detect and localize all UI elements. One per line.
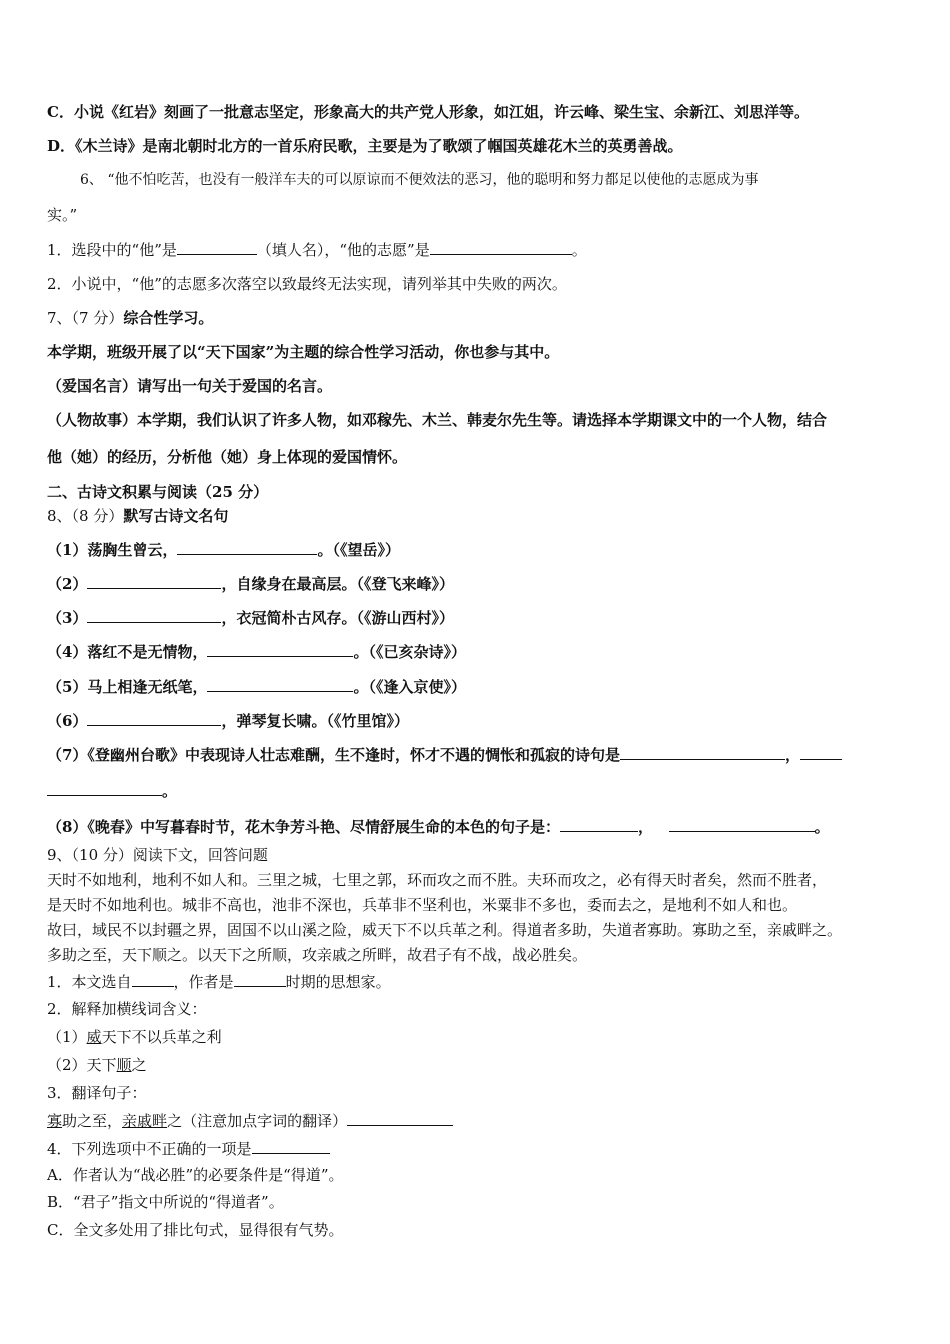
answer-blank[interactable] bbox=[87, 608, 221, 623]
q9-sub2-item2: （2）天下顺之 bbox=[47, 1056, 147, 1074]
q8-item-5: （5）马上相逢无纸笔， 。（《逢入京使》） bbox=[47, 678, 466, 696]
q8-item-6: （6） ，弹琴复长啸。（《竹里馆》） bbox=[47, 712, 409, 730]
answer-blank[interactable] bbox=[800, 745, 842, 760]
answer-blank[interactable] bbox=[560, 817, 638, 832]
classical-text-line: 是天时不如地利也。城非不高也，池非不深也，兵革非不坚利也，米粟非不多也，委而去之，是地利不如人和也。 bbox=[47, 896, 798, 914]
q8-item-8: （8）《晚春》中写暮春时节，花木争芳斗艳、尽情舒展生命的本色的句子是： ， 。 bbox=[47, 818, 830, 836]
option-d-line: D．《木兰诗》是南北朝时北方的一首乐府民歌，主要是为了歌颂了帼国英雄花木兰的英勇善战。 bbox=[47, 137, 683, 155]
q9-sub3-sentence: 寡助之至，亲戚畔之（注意加点字词的翻译） bbox=[47, 1111, 453, 1130]
q8-item-7-cont: 。 bbox=[47, 781, 177, 800]
q7-patriotic-quote: （爱国名言）请写出一句关于爱国的名言。 bbox=[47, 377, 333, 395]
answer-blank[interactable] bbox=[207, 677, 353, 692]
q7-character-story: （人物故事）本学期，我们认识了许多人物，如邓稼先、木兰、韩麦尔先生等。请选择本学期课文中的一个人物，结合 bbox=[47, 411, 828, 429]
answer-blank[interactable] bbox=[177, 240, 257, 255]
q8-item-3: （3） ，衣冠简朴古风存。（《游山西村》） bbox=[47, 609, 454, 627]
q7-character-story-cont: 他（她）的经历，分析他（她）身上体现的爱国情怀。 bbox=[47, 448, 408, 466]
answer-blank[interactable] bbox=[87, 574, 221, 589]
q9-sub1: 1．本文选自 ，作者是 时期的思想家。 bbox=[47, 973, 391, 991]
answer-blank[interactable] bbox=[252, 1139, 330, 1154]
q7-intro: 本学期，班级开展了以“天下国家”为主题的综合性学习活动，你也参与其中。 bbox=[47, 343, 560, 361]
answer-blank[interactable] bbox=[620, 745, 785, 760]
q9-option-c: C．全文多处用了排比句式，显得很有气势。 bbox=[47, 1221, 344, 1239]
answer-blank[interactable] bbox=[87, 711, 221, 726]
q8-item-7: （7）《登幽州台歌》中表现诗人壮志难酬，生不逢时，怀才不遇的惆怅和孤寂的诗句是 ， bbox=[47, 745, 842, 764]
q6-sub2: 2．小说中，“他”的志愿多次落空以致最终无法实现，请列举其中失败的两次。 bbox=[47, 275, 567, 293]
answer-blank[interactable] bbox=[669, 817, 815, 832]
answer-blank[interactable] bbox=[207, 642, 353, 657]
q6-sub1: 1．选段中的“他”是 （填人名），“他的志愿”是 。 bbox=[47, 241, 587, 259]
classical-text-line: 多助之至，天下顺之。以天下之所顺，攻亲戚之所畔，故君子有不战，战必胜矣。 bbox=[47, 946, 588, 964]
q9-sub4: 4．下列选项中不正确的一项是 bbox=[47, 1139, 330, 1158]
q8-item-1: （1）荡胸生曾云， 。（《望岳》） bbox=[47, 541, 400, 559]
q8-item-4: （4）落红不是无情物， 。（《已亥杂诗》） bbox=[47, 643, 466, 661]
q9-option-b: B．“君子”指文中所说的“得道者”。 bbox=[47, 1193, 284, 1211]
q9-option-a: A．作者认为“战必胜”的必要条件是“得道”。 bbox=[47, 1166, 344, 1184]
q6-passage-line: 6、 “他不怕吃苦，也没有一般洋车夫的可以原谅而不便效法的恶习，他的聪明和努力都足以使他的志愿成为事 bbox=[80, 172, 759, 188]
answer-blank[interactable] bbox=[347, 1111, 453, 1126]
option-c-line: C．小说《红岩》刻画了一批意志坚定，形象高大的共产党人形象，如江姐，许云峰、梁生宝、余新江、刘思洋等。 bbox=[47, 103, 809, 121]
q9-sub2: 2．解释加横线词含义： bbox=[47, 1000, 207, 1018]
classical-text-line: 故曰，域民不以封疆之界，固国不以山溪之险，威天下不以兵革之利。得道者多助，失道者寡助。寡助之至，亲戚畔之。 bbox=[47, 921, 843, 939]
answer-blank[interactable] bbox=[132, 972, 174, 987]
q6-passage-end: 实。” bbox=[47, 206, 78, 224]
q7-heading: 7、（7 分）综合性学习。 bbox=[47, 309, 214, 327]
q9-heading: 9、（10 分）阅读下文，回答问题 bbox=[47, 846, 268, 864]
answer-blank[interactable] bbox=[47, 781, 162, 796]
answer-blank[interactable] bbox=[177, 540, 317, 555]
answer-blank[interactable] bbox=[234, 972, 286, 987]
q9-sub3: 3．翻译句子： bbox=[47, 1084, 147, 1102]
section-heading: 二、古诗文积累与阅读（25 分） bbox=[47, 483, 269, 501]
q8-heading: 8、（8 分）默写古诗文名句 bbox=[47, 507, 229, 525]
q9-sub2-item1: （1）威天下不以兵革之利 bbox=[47, 1028, 222, 1046]
answer-blank[interactable] bbox=[430, 240, 572, 255]
classical-text-line: 天时不如地利，地利不如人和。三里之城，七里之郭，环而攻之而不胜。夫环而攻之，必有得天时者矣，然而不胜者， bbox=[47, 871, 828, 889]
q8-item-2: （2） ，自缘身在最高层。（《登飞来峰》） bbox=[47, 575, 454, 593]
